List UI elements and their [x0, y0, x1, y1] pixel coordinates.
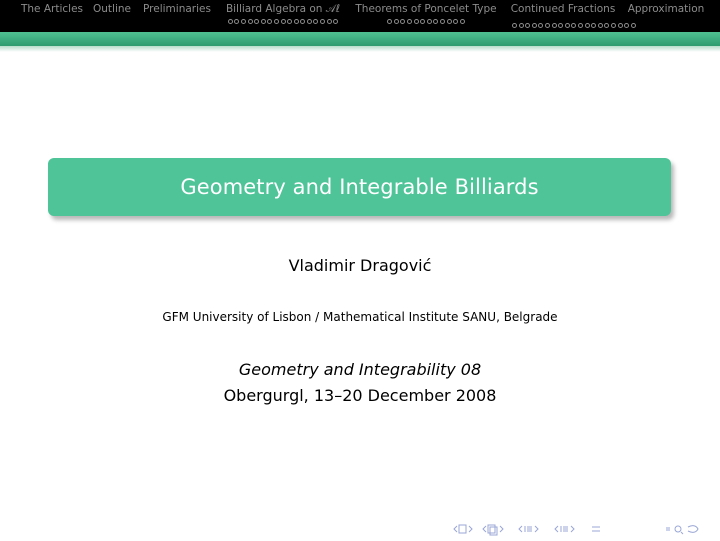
subsection-dot[interactable] — [407, 19, 412, 24]
subsection-dots[interactable] — [228, 19, 339, 27]
subsection-dot[interactable] — [440, 19, 445, 24]
nav-section-label: Theorems of Poncelet Type — [355, 3, 497, 15]
subsection-dot[interactable] — [267, 19, 272, 24]
subsection-dot[interactable] — [433, 19, 438, 24]
subsection-dot[interactable] — [414, 19, 419, 24]
nav-prev-frame-icon[interactable] — [454, 525, 472, 533]
subsection-dot[interactable] — [300, 19, 305, 24]
subsection-dot[interactable] — [307, 19, 312, 24]
beamer-navigation-controls — [452, 522, 710, 536]
presentation-title: Geometry and Integrable Billiards — [180, 175, 539, 199]
subsection-dot[interactable] — [234, 19, 239, 24]
subsection-dot[interactable] — [387, 19, 392, 24]
subsection-dot[interactable] — [241, 19, 246, 24]
subsection-dot[interactable] — [571, 23, 576, 28]
subsection-dot[interactable] — [313, 19, 318, 24]
nav-section-preliminaries[interactable] — [142, 2, 212, 30]
subsection-dot[interactable] — [400, 19, 405, 24]
subsection-dot[interactable] — [558, 23, 563, 28]
subsection-dot[interactable] — [274, 19, 279, 24]
subsection-dot[interactable] — [519, 23, 524, 28]
subsection-dot[interactable] — [578, 23, 583, 28]
subsection-dot[interactable] — [394, 19, 399, 24]
nav-section-the-articles[interactable] — [18, 2, 86, 30]
nav-search-icon[interactable] — [666, 526, 698, 534]
subsection-dot[interactable] — [460, 19, 465, 24]
nav-prev-section-icon[interactable] — [519, 526, 538, 532]
subsection-dot[interactable] — [525, 23, 530, 28]
subsection-dot[interactable] — [447, 19, 452, 24]
nav-section-billiard-algebra[interactable] — [219, 2, 347, 30]
nav-section-approximation[interactable] — [624, 2, 708, 30]
nav-section-label: Approximation — [627, 3, 705, 15]
subsection-dots[interactable] — [387, 19, 465, 27]
conference-name: Geometry and Integrability 08 — [238, 360, 482, 379]
subsection-dot[interactable] — [585, 23, 590, 28]
subsection-dot[interactable] — [532, 23, 537, 28]
subsection-dot[interactable] — [598, 23, 603, 28]
subsection-dot[interactable] — [261, 19, 266, 24]
subsection-dot[interactable] — [320, 19, 325, 24]
subsection-dot[interactable] — [281, 19, 286, 24]
subsection-dot[interactable] — [453, 19, 458, 24]
subsection-dot[interactable] — [624, 23, 629, 28]
subsection-dot[interactable] — [631, 23, 636, 28]
subsection-dot[interactable] — [287, 19, 292, 24]
subsection-dot[interactable] — [248, 19, 253, 24]
title-box — [48, 158, 671, 216]
nav-section-poncelet-theorems[interactable] — [353, 2, 499, 30]
nav-section-label: Billiard Algebra on 𝒜ℓ — [225, 3, 341, 15]
nav-section-label: Outline — [93, 3, 131, 15]
subsection-dot[interactable] — [545, 23, 550, 28]
subsection-dot[interactable] — [333, 19, 338, 24]
header-shadow — [0, 46, 720, 52]
subsection-dot[interactable] — [420, 19, 425, 24]
subsection-dot[interactable] — [618, 23, 623, 28]
subsection-dot[interactable] — [427, 19, 432, 24]
author-affiliation: GFM University of Lisbon / Mathematical Institute SANU, Belgrade — [162, 310, 558, 324]
subsection-dot[interactable] — [512, 23, 517, 28]
subsection-dot[interactable] — [294, 19, 299, 24]
nav-prev-subsection-icon[interactable] — [483, 525, 503, 535]
subsection-dot[interactable] — [552, 23, 557, 28]
nav-section-label: Continued Fractions — [510, 3, 616, 15]
nav-prev-part-icon[interactable] — [555, 526, 574, 532]
subsection-dot[interactable] — [254, 19, 259, 24]
nav-align-icon[interactable] — [592, 527, 600, 531]
subsection-dot[interactable] — [565, 23, 570, 28]
subsection-dot[interactable] — [591, 23, 596, 28]
subsection-dot[interactable] — [611, 23, 616, 28]
nav-section-label: Preliminaries — [143, 3, 211, 15]
conference-date-location: Obergurgl, 13–20 December 2008 — [223, 386, 497, 405]
nav-section-label: The Articles — [20, 3, 84, 15]
nav-section-outline[interactable] — [91, 2, 133, 30]
subsection-dot[interactable] — [228, 19, 233, 24]
subsection-dot[interactable] — [327, 19, 332, 24]
author-name: Vladimir Dragović — [288, 256, 432, 275]
subsection-dot[interactable] — [538, 23, 543, 28]
subsection-dots[interactable] — [512, 23, 636, 31]
subsection-dot[interactable] — [604, 23, 609, 28]
header-accent-bar — [0, 32, 720, 46]
